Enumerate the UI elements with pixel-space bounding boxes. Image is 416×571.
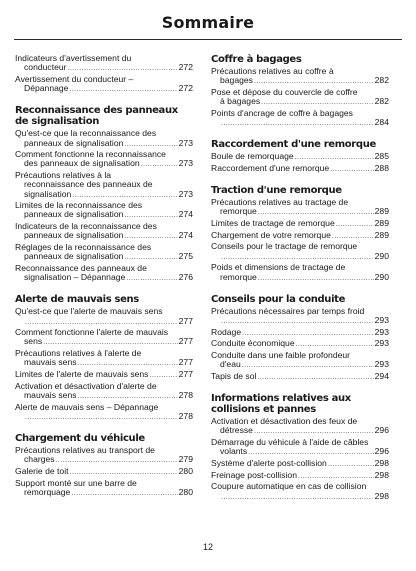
toc-entry[interactable] bbox=[211, 242, 389, 261]
toc-entry[interactable] bbox=[15, 201, 193, 220]
dot-leader bbox=[258, 274, 374, 283]
entry-line: Points d'ancrage de coffre à bagages bbox=[211, 107, 353, 118]
toc-entry[interactable] bbox=[211, 164, 389, 174]
entry-page-number: 290 bbox=[374, 271, 389, 282]
entry-line: Précautions nécessaires par temps froid bbox=[211, 305, 365, 316]
dot-leader bbox=[298, 472, 374, 481]
toc-section bbox=[15, 54, 193, 94]
section-heading: Alerte de mauvais sens bbox=[15, 294, 139, 306]
entry-page-number: 280 bbox=[178, 466, 193, 476]
entry-page-number: 285 bbox=[374, 151, 389, 162]
dot-leader bbox=[43, 338, 178, 347]
dot-leader bbox=[332, 232, 374, 241]
entry-text: détresse bbox=[220, 425, 253, 436]
dot-leader bbox=[221, 317, 374, 326]
toc-entry[interactable] bbox=[15, 264, 193, 283]
entry-text: signalisation – Dépannage bbox=[24, 272, 126, 283]
entry-text: Système d'alerte post-collision bbox=[211, 457, 327, 468]
entry-page-number: 293 bbox=[374, 359, 389, 370]
dot-leader bbox=[69, 85, 177, 94]
entry-line: Avertissement du conducteur – bbox=[15, 73, 134, 84]
dot-leader bbox=[261, 98, 374, 107]
dot-leader bbox=[328, 460, 374, 469]
section-heading: Coffre à bagages bbox=[211, 54, 302, 65]
dot-leader bbox=[149, 371, 177, 380]
toc-entry[interactable] bbox=[15, 328, 193, 347]
entry-text: Galerie de toit bbox=[15, 466, 69, 476]
page-number: 12 bbox=[202, 542, 213, 552]
toc-entry[interactable] bbox=[15, 54, 193, 73]
entry-page-number: 293 bbox=[374, 338, 389, 349]
dot-leader bbox=[296, 340, 374, 349]
dot-leader bbox=[330, 165, 373, 174]
dot-leader bbox=[78, 359, 178, 368]
entry-line bbox=[15, 273, 193, 283]
entry-line bbox=[15, 337, 193, 347]
entry-line bbox=[211, 207, 389, 217]
entry-line: Conseils pour le tractage de remorque bbox=[211, 241, 358, 252]
toc-entry[interactable] bbox=[211, 438, 389, 457]
section-heading: Informations relatives aux collisions et pannes bbox=[211, 393, 351, 416]
entry-text: panneaux de signalisation bbox=[24, 230, 124, 241]
entry-line bbox=[15, 412, 193, 422]
entry-text: panneaux de signalisation bbox=[24, 251, 124, 262]
entry-line bbox=[211, 459, 389, 469]
dot-leader bbox=[68, 64, 178, 73]
entry-line: Démarrage du véhicule à l'aide de câbles bbox=[211, 437, 369, 448]
entry-page-number: 274 bbox=[178, 209, 193, 220]
entry-page-number: 278 bbox=[178, 389, 193, 400]
entry-line bbox=[211, 118, 389, 128]
toc-entry[interactable] bbox=[211, 231, 389, 241]
entry-line: Poids et dimensions de tractage de bbox=[211, 262, 346, 273]
entry-page-number: 272 bbox=[178, 83, 193, 94]
entry-page-number: 289 bbox=[374, 206, 389, 217]
toc-section bbox=[15, 294, 193, 422]
dot-leader bbox=[124, 253, 177, 262]
entry-line: Précautions relatives au tractage de bbox=[211, 197, 349, 208]
entry-page-number: 272 bbox=[178, 62, 193, 73]
section-heading: Chargement du véhicule bbox=[15, 433, 145, 445]
entry-page-number: 282 bbox=[374, 96, 389, 107]
toc-entry[interactable] bbox=[211, 482, 389, 501]
entry-line bbox=[15, 84, 193, 94]
dot-leader bbox=[78, 392, 178, 401]
section-heading: Traction d'une remorque bbox=[211, 185, 342, 197]
toc-entry[interactable] bbox=[15, 129, 193, 148]
dot-leader bbox=[295, 153, 374, 162]
toc-entry[interactable] bbox=[211, 471, 389, 481]
entry-line bbox=[15, 455, 193, 465]
entry-line: Réglages de la reconnaissance des bbox=[15, 242, 152, 253]
toc-section bbox=[211, 393, 389, 502]
toc-entry[interactable] bbox=[15, 479, 193, 498]
toc-column-left bbox=[15, 54, 193, 509]
entry-page-number: 273 bbox=[178, 188, 193, 199]
entry-line bbox=[211, 471, 389, 481]
toc-entry[interactable] bbox=[15, 150, 193, 169]
entry-line bbox=[211, 97, 389, 107]
entry-text: mauvais sens bbox=[24, 357, 77, 368]
entry-text: volants bbox=[220, 446, 248, 457]
entry-line: Indicateurs de la reconnaissance des bbox=[15, 221, 157, 232]
entry-line bbox=[15, 210, 193, 220]
entry-page-number: 278 bbox=[178, 410, 193, 421]
dot-leader bbox=[56, 456, 178, 465]
entry-page-number: 277 bbox=[178, 357, 193, 368]
entry-line: Comment fonctionne l'alerte de mauvais bbox=[15, 327, 169, 338]
dot-leader bbox=[25, 318, 178, 327]
toc-entry[interactable] bbox=[211, 307, 389, 326]
dot-leader bbox=[70, 468, 178, 477]
entry-line: reconnaissance des panneaux de bbox=[24, 179, 153, 190]
dot-leader bbox=[242, 361, 374, 370]
entry-line bbox=[211, 76, 389, 86]
section-heading: Raccordement d'une remorque bbox=[211, 139, 376, 151]
entry-page-number: 294 bbox=[374, 370, 389, 381]
entry-text: des panneaux de signalisation bbox=[24, 158, 140, 169]
entry-text: Tapis de sol bbox=[211, 370, 257, 381]
toc-entry[interactable] bbox=[15, 467, 193, 477]
entry-text: Limites de l'alerte de mauvais sens bbox=[15, 369, 149, 380]
entry-text: Dépannage bbox=[24, 83, 69, 94]
entry-line bbox=[15, 488, 193, 498]
dot-leader bbox=[258, 208, 374, 217]
toc-entry[interactable] bbox=[15, 370, 193, 380]
entry-line: Coupure automatique en cas de collision bbox=[211, 481, 367, 492]
entry-line bbox=[211, 316, 389, 326]
toc-entry[interactable] bbox=[15, 446, 193, 465]
entry-line: Précautions relatives au transport de bbox=[15, 445, 155, 456]
entry-page-number: 279 bbox=[178, 454, 193, 465]
entry-text: à bagages bbox=[220, 96, 261, 107]
entry-line: Alerte de mauvais sens – Dépannage bbox=[15, 401, 159, 412]
dot-leader bbox=[248, 448, 373, 457]
entry-line: Qu'est-ce que la reconnaissance des bbox=[15, 128, 157, 139]
entry-page-number: 288 bbox=[374, 162, 389, 173]
toc-entry[interactable] bbox=[211, 459, 389, 469]
toc-section bbox=[211, 185, 389, 283]
toc-entry[interactable] bbox=[211, 351, 389, 370]
toc-section bbox=[15, 433, 193, 498]
entry-line bbox=[211, 447, 389, 457]
toc-section bbox=[211, 294, 389, 382]
entry-line: Précautions relatives à l'alerte de bbox=[15, 348, 142, 359]
entry-text: conducteur bbox=[24, 62, 67, 73]
dot-leader bbox=[72, 191, 177, 200]
toc-entry[interactable] bbox=[15, 307, 193, 326]
entry-line bbox=[15, 63, 193, 73]
title-divider bbox=[14, 39, 402, 40]
entry-line: Conduite dans une faible profondeur bbox=[211, 350, 351, 361]
entry-line bbox=[15, 231, 193, 241]
toc-section bbox=[211, 54, 389, 128]
dot-leader bbox=[141, 160, 178, 169]
entry-page-number: 289 bbox=[374, 229, 389, 240]
entry-text: Limites de tractage de remorque bbox=[211, 218, 335, 229]
entry-page-number: 275 bbox=[178, 251, 193, 262]
toc-entry[interactable] bbox=[211, 67, 389, 86]
toc-entry[interactable] bbox=[211, 109, 389, 128]
entry-line bbox=[15, 252, 193, 262]
toc-entry[interactable] bbox=[211, 219, 389, 229]
toc-section bbox=[211, 139, 389, 174]
toc-column-right bbox=[211, 54, 389, 513]
dot-leader bbox=[221, 253, 374, 262]
entry-text: charges bbox=[24, 454, 55, 465]
entry-line bbox=[211, 152, 389, 162]
entry-line bbox=[15, 467, 193, 477]
toc-entry[interactable] bbox=[211, 198, 389, 217]
entry-line bbox=[211, 219, 389, 229]
entry-text: remorquage bbox=[24, 486, 71, 497]
toc-entry[interactable] bbox=[15, 349, 193, 368]
toc-entry[interactable] bbox=[211, 328, 389, 338]
entry-line bbox=[211, 372, 389, 382]
toc-entry[interactable] bbox=[211, 417, 389, 436]
toc-entry[interactable] bbox=[15, 171, 193, 200]
section-heading: Conseils pour la conduite bbox=[211, 293, 346, 305]
entry-page-number: 293 bbox=[374, 326, 389, 337]
dot-leader bbox=[71, 489, 177, 498]
entry-text: mauvais sens bbox=[24, 389, 77, 400]
toc-entry[interactable] bbox=[15, 222, 193, 241]
entry-line bbox=[211, 339, 389, 349]
dot-leader bbox=[126, 274, 177, 283]
dot-leader bbox=[25, 413, 178, 422]
dot-leader bbox=[254, 77, 374, 86]
toc-entry[interactable] bbox=[211, 263, 389, 282]
entry-page-number: 282 bbox=[374, 75, 389, 86]
toc-entry[interactable] bbox=[211, 372, 389, 382]
entry-text: Freinage post-collision bbox=[211, 469, 297, 480]
entry-text: Rodage bbox=[211, 326, 242, 337]
entry-line: Pose et dépose du couvercle de coffre bbox=[211, 86, 358, 97]
entry-line bbox=[211, 426, 389, 436]
entry-line bbox=[15, 139, 193, 149]
entry-page-number: 276 bbox=[178, 272, 193, 283]
entry-line bbox=[15, 358, 193, 368]
entry-page-number: 274 bbox=[178, 230, 193, 241]
entry-text: Conduite économique bbox=[211, 338, 295, 349]
entry-text: remorque bbox=[220, 206, 257, 217]
entry-page-number: 296 bbox=[374, 446, 389, 457]
entry-line bbox=[15, 159, 193, 169]
entry-line: Activation et désactivation d'alerte de bbox=[15, 380, 157, 391]
entry-line: Reconnaissance des panneaux de bbox=[15, 262, 147, 273]
entry-text: panneaux de signalisation bbox=[24, 137, 124, 148]
entry-page-number: 277 bbox=[178, 315, 193, 326]
entry-page-number: 290 bbox=[374, 250, 389, 261]
entry-text: Raccordement d'une remorque bbox=[211, 162, 330, 173]
entry-text: Boule de remorquage bbox=[211, 151, 294, 162]
toc-entry[interactable] bbox=[211, 339, 389, 349]
entry-text: signalisation bbox=[24, 188, 72, 199]
page-title: Sommaire bbox=[161, 13, 255, 32]
entry-line bbox=[211, 164, 389, 174]
toc-entry[interactable] bbox=[211, 88, 389, 107]
entry-page-number: 273 bbox=[178, 158, 193, 169]
toc-entry[interactable] bbox=[15, 403, 193, 422]
entry-text: sens bbox=[24, 336, 43, 347]
entry-text: d'eau bbox=[220, 359, 241, 370]
entry-line bbox=[211, 231, 389, 241]
entry-page-number: 273 bbox=[178, 137, 193, 148]
entry-line bbox=[15, 190, 193, 200]
entry-line bbox=[15, 391, 193, 401]
entry-line: Support monté sur une barre de bbox=[15, 477, 137, 488]
toc-entry[interactable] bbox=[15, 75, 193, 94]
dot-leader bbox=[124, 140, 177, 149]
entry-line bbox=[15, 370, 193, 380]
entry-line: Qu'est-ce que l'alerte de mauvais sens bbox=[15, 306, 163, 317]
dot-leader bbox=[124, 211, 177, 220]
entry-page-number: 298 bbox=[374, 457, 389, 468]
entry-line: Limites de la reconnaissance des bbox=[15, 200, 143, 211]
entry-line bbox=[211, 328, 389, 338]
entry-line bbox=[211, 360, 389, 370]
entry-page-number: 298 bbox=[374, 469, 389, 480]
entry-line bbox=[211, 252, 389, 262]
entry-line: Activation et désactivation des feux de bbox=[211, 416, 358, 427]
dot-leader bbox=[257, 373, 373, 382]
entry-page-number: 284 bbox=[374, 117, 389, 128]
dot-leader bbox=[242, 329, 374, 338]
entry-page-number: 298 bbox=[374, 490, 389, 501]
entry-page-number: 293 bbox=[374, 314, 389, 325]
entry-text: panneaux de signalisation bbox=[24, 209, 124, 220]
entry-text: remorque bbox=[220, 271, 257, 282]
entry-line: Précautions relatives à la bbox=[15, 170, 112, 181]
entry-line bbox=[211, 273, 389, 283]
section-heading: Reconnaissance des panneaux de signalisation bbox=[15, 105, 178, 128]
entry-text: Chargement de votre remorque bbox=[211, 229, 331, 240]
entry-page-number: 296 bbox=[374, 425, 389, 436]
entry-page-number: 280 bbox=[178, 486, 193, 497]
entry-page-number: 289 bbox=[374, 218, 389, 229]
toc-entry[interactable] bbox=[15, 243, 193, 262]
entry-page-number: 277 bbox=[178, 369, 193, 380]
entry-line bbox=[211, 492, 389, 502]
toc-section bbox=[15, 105, 193, 283]
dot-leader bbox=[254, 427, 374, 436]
entry-text: bagages bbox=[220, 75, 253, 86]
entry-line bbox=[15, 317, 193, 327]
toc-entry[interactable] bbox=[211, 152, 389, 162]
toc-entry[interactable] bbox=[15, 382, 193, 401]
entry-line: Indicateurs d'avertissement du bbox=[15, 53, 132, 63]
dot-leader bbox=[124, 232, 177, 241]
entry-line: Précautions relatives au coffre à bbox=[211, 66, 334, 76]
dot-leader bbox=[336, 220, 374, 229]
dot-leader bbox=[221, 119, 374, 128]
entry-page-number: 277 bbox=[178, 336, 193, 347]
entry-line: Comment fonctionne la reconnaissance bbox=[15, 149, 166, 160]
dot-leader bbox=[221, 493, 374, 502]
